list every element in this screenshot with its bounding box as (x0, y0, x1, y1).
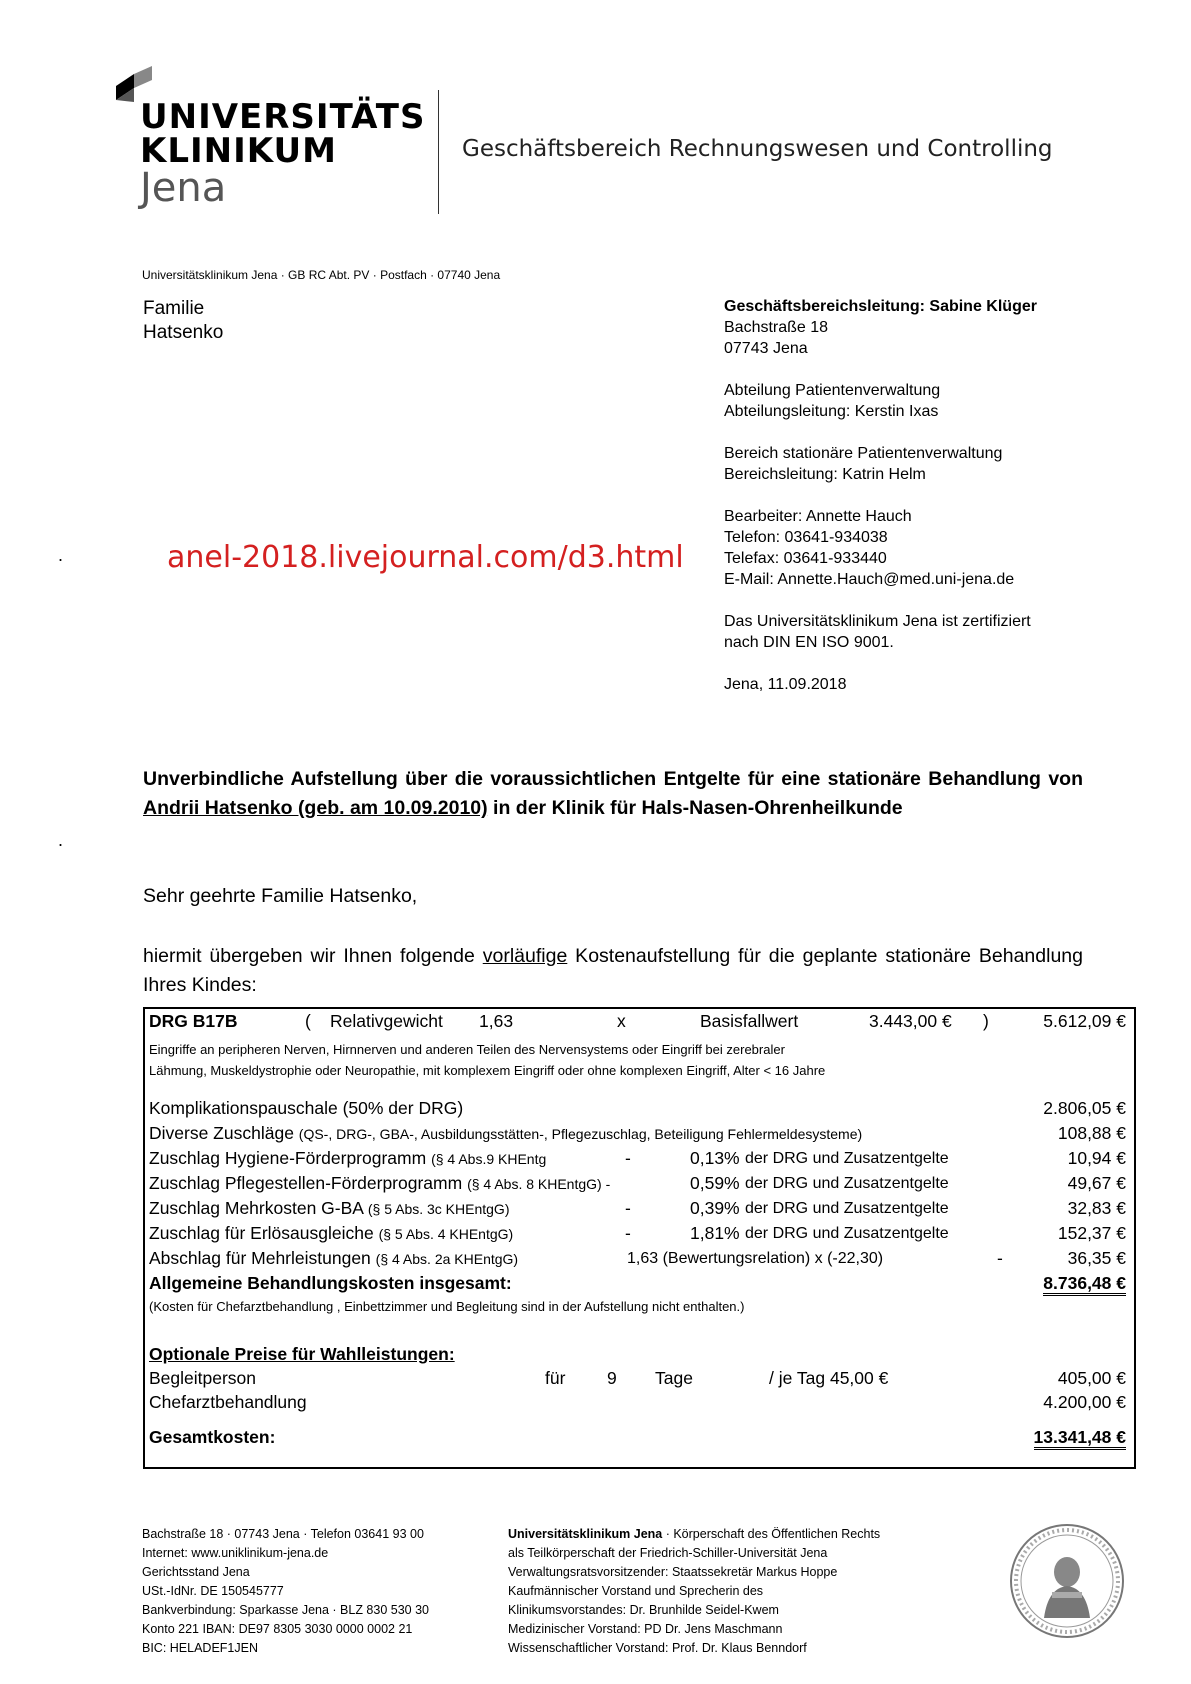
times-sign: x (617, 1011, 626, 1031)
paren-open: ( (305, 1011, 311, 1031)
row-percent-text: der DRG und Zusatzentgelte (745, 1150, 949, 1167)
logo-line-1: UNIVERSITÄTS (140, 97, 426, 137)
companion-label: Begleitperson (149, 1368, 257, 1388)
chief-physician-amount: 4.200,00 € (1043, 1392, 1126, 1412)
subject-patient: Andrii Hatsenko (geb. am 10.09.2010) (143, 797, 488, 819)
row-percent: 0,39% (690, 1198, 740, 1218)
row-label-text: Zuschlag Pflegestellen-Förderprogramm (149, 1173, 463, 1193)
row-label: Komplikationspauschale (50% der DRG) (149, 1098, 464, 1118)
deduction-note: (§ 4 Abs. 2a KHEntgG) (375, 1251, 519, 1267)
deduction-label (149, 1248, 518, 1269)
base-rate-value: 3.443,00 € (869, 1011, 952, 1031)
chief-physician-label: Chefarztbehandlung (149, 1392, 307, 1412)
deduction-label-text: Abschlag für Mehrleistungen (149, 1248, 371, 1268)
rel-weight-label: Relativgewicht (330, 1011, 443, 1031)
companion-days: 9 (607, 1368, 617, 1388)
total-amount (1020, 1427, 1126, 1448)
intro-emphasis: vorläufige (482, 945, 568, 967)
footer-left-line: BIC: HELADEF1JEN (142, 1641, 259, 1655)
sender-dept: Abteilung Patientenverwaltung (724, 382, 941, 399)
row-amount: 10,94 € (1067, 1148, 1126, 1168)
subtotal-amount (1029, 1273, 1126, 1294)
sender-dept-lead: Abteilungsleitung: Kerstin Ixas (724, 403, 939, 420)
subtotal-label: Allgemeine Behandlungskosten insgesamt: (149, 1273, 512, 1293)
footer-right-line: Medizinischer Vorstand: PD Dr. Jens Maschmann (508, 1622, 783, 1636)
recipient-line-2: Hatsenko (143, 322, 224, 343)
companion-rate: / je Tag 45,00 € (769, 1368, 889, 1388)
footer-left-line: USt.-IdNr. DE 150545777 (142, 1584, 284, 1598)
paren-close: ) (983, 1011, 989, 1031)
companion-unit: Tage (655, 1368, 693, 1388)
intro-part-1: hiermit übergeben wir Ihnen folgende (143, 945, 483, 967)
rel-weight-value: 1,63 (479, 1011, 514, 1031)
logo-line-3: Jena (140, 165, 227, 211)
sender-street: Bachstraße 18 (724, 319, 829, 336)
row-note: (§ 4 Abs. 8 KHEntgG) - (467, 1176, 611, 1192)
footer-left-line: Internet: www.uniklinikum-jena.de (142, 1546, 329, 1560)
subject-part-2: in der Klinik für Hals-Nasen-Ohrenheilkunde (487, 797, 903, 819)
sender-city: 07743 Jena (724, 340, 808, 357)
subtotal-amount-value: 8.736,48 € (1043, 1273, 1126, 1296)
recipient-line-1: Familie (143, 298, 205, 319)
companion-for: für (545, 1368, 566, 1388)
row-percent-text: der DRG und Zusatzentgelte (745, 1175, 949, 1192)
deduction-amount: 36,35 € (1067, 1248, 1126, 1268)
sender-fax: Telefax: 03641-933440 (724, 550, 887, 567)
deduction-calculation: 1,63 (Bewertungsrelation) x (-22,30) (627, 1250, 884, 1267)
sender-cert-1: Das Universitätsklinikum Jena ist zertifiziert (724, 613, 1031, 630)
row-label-text: Diverse Zuschläge (149, 1123, 294, 1143)
drg-description-1: Eingriffe an peripheren Nerven, Hirnnerven und anderen Teilen des Nervensystems oder Eingriff bei zerebraler (149, 1042, 785, 1057)
university-seal-icon (1008, 1522, 1126, 1640)
sender-phone: Telefon: 03641-934038 (724, 529, 888, 546)
footer-left-line: Konto 221 IBAN: DE97 8305 3030 0000 0002 21 (142, 1622, 413, 1636)
footer-left (142, 1525, 429, 1658)
footer-right-line: Kaufmännischer Vorstand und Sprecherin des (508, 1584, 764, 1598)
footer-right-line: als Teilkörperschaft der Friedrich-Schiller-Universität Jena (508, 1546, 828, 1560)
row-amount: 152,37 € (1057, 1223, 1126, 1243)
subject-line (143, 765, 1083, 823)
row-label-text: Zuschlag Mehrkosten G-BA (149, 1198, 363, 1218)
row-label-text: Zuschlag Hygiene-Förderprogramm (149, 1148, 427, 1168)
row-percent: 0,13% (690, 1148, 740, 1168)
footer-right-line: Wissenschaftlicher Vorstand: Prof. Dr. Klaus Benndorf (508, 1641, 807, 1655)
row-dash: - (625, 1148, 631, 1168)
footer-left-line: Bankverbindung: Sparkasse Jena · BLZ 830 530 30 (142, 1603, 429, 1617)
footer-right (508, 1525, 880, 1658)
return-address: Universitätsklinikum Jena · GB RC Abt. PV · Postfach · 07740 Jena (142, 268, 501, 282)
row-amount: 2.806,05 € (1043, 1098, 1126, 1118)
footer-org-name: Universitätsklinikum Jena (508, 1527, 663, 1541)
drg-code: DRG B17B (149, 1011, 238, 1031)
logo-line-2: KLINIKUM (140, 131, 337, 171)
footer-org-type: · Körperschaft des Öffentlichen Rechts (662, 1527, 881, 1541)
footer-left-line: Gerichtsstand Jena (142, 1565, 250, 1579)
subtotal-note: (Kosten für Chefarztbehandlung , Einbettzimmer und Begleitung sind in der Aufstellung nicht enthalten.) (149, 1299, 745, 1314)
cost-table (143, 1007, 1136, 1469)
row-label (149, 1223, 513, 1244)
row-amount: 49,67 € (1067, 1173, 1126, 1193)
sender-area: Bereich stationäre Patientenverwaltung (724, 445, 1003, 462)
deduction-dash: - (997, 1248, 1003, 1268)
footer-left-line: Bachstraße 18 · 07743 Jena · Telefon 03641 93 00 (142, 1527, 424, 1541)
footer-right-first-line (508, 1525, 880, 1544)
sender-area-lead: Bereichsleitung: Katrin Helm (724, 466, 926, 483)
row-dash: - (625, 1223, 631, 1243)
row-amount: 108,88 € (1057, 1123, 1126, 1143)
optional-title: Optionale Preise für Wahlleistungen: (149, 1344, 455, 1364)
row-dash: - (625, 1198, 631, 1218)
margin-dot-2: . (58, 830, 64, 850)
row-percent-text: der DRG und Zusatzentgelte (745, 1200, 949, 1217)
total-label: Gesamtkosten: (149, 1427, 276, 1447)
row-note: (§ 5 Abs. 4 KHEntgG) (378, 1226, 514, 1242)
watermark-text: anel-2018.livejournal.com/d3.html (167, 540, 684, 575)
department-title: Geschäftsbereich Rechnungswesen und Controlling (462, 136, 1053, 162)
base-rate-label: Basisfallwert (700, 1011, 799, 1031)
intro-part-2: Kostenaufstellung für die geplante stationäre Behandlung Ihres Kindes: (143, 945, 1083, 996)
sender-cert-2: nach DIN EN ISO 9001. (724, 634, 894, 651)
row-note: (§ 5 Abs. 3c KHEntgG) (367, 1201, 510, 1217)
total-amount-value: 13.341,48 € (1034, 1427, 1126, 1450)
row-percent: 1,81% (690, 1223, 740, 1243)
sender-clerk: Bearbeiter: Annette Hauch (724, 508, 912, 525)
row-note: (QS-, DRG-, GBA-, Ausbildungsstätten-, Pflegezuschlag, Beteiligung Fehlermeldesysteme) (298, 1126, 863, 1142)
margin-dot-1: . (58, 545, 64, 565)
letter-date: Jena, 11.09.2018 (724, 676, 847, 693)
drg-amount: 5.612,09 € (1043, 1011, 1126, 1031)
footer-right-line: Klinikumsvorstandes: Dr. Brunhilde Seidel-Kwem (508, 1603, 779, 1617)
row-label (149, 1123, 862, 1144)
row-label (149, 1148, 546, 1169)
drg-description-2: Lähmung, Muskeldystrophie oder Neuropathie, mit komplexem Eingriff oder ohne komplexen Eingriff, Alter < 16 Jahre (149, 1063, 826, 1078)
greeting: Sehr geehrte Familie Hatsenko, (143, 885, 418, 907)
subject-part-1: Unverbindliche Aufstellung über die voraussichtlichen Entgelte für eine stationäre Behandlung von (143, 768, 1083, 790)
intro-paragraph (143, 942, 1083, 1000)
row-percent: 0,59% (690, 1173, 740, 1193)
row-label (149, 1173, 610, 1194)
sender-head: Geschäftsbereichsleitung: Sabine Klüger (724, 298, 1037, 315)
footer-right-line: Verwaltungsratsvorsitzender: Staatssekretär Markus Hoppe (508, 1565, 838, 1579)
row-label (149, 1198, 509, 1219)
header-divider (438, 90, 439, 214)
row-note: (§ 4 Abs.9 KHEntg (431, 1151, 547, 1167)
row-label-text: Zuschlag für Erlösausgleiche (149, 1223, 374, 1243)
sender-email: E-Mail: Annette.Hauch@med.uni-jena.de (724, 571, 1015, 588)
companion-amount: 405,00 € (1057, 1368, 1126, 1388)
row-amount: 32,83 € (1067, 1198, 1126, 1218)
row-percent-text: der DRG und Zusatzentgelte (745, 1225, 949, 1242)
